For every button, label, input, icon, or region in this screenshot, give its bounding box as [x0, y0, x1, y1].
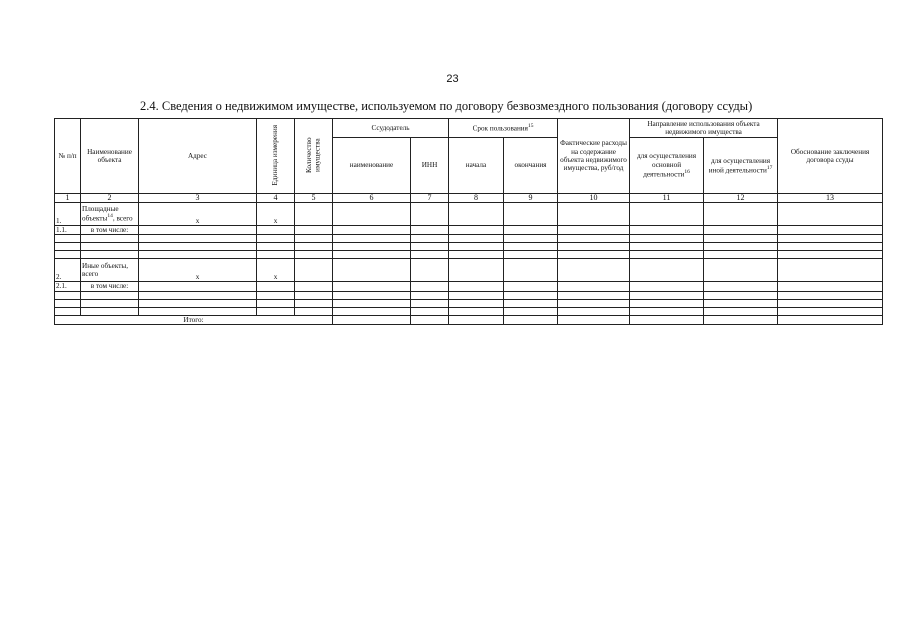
header-term-note: 15: [527, 123, 534, 130]
empty-cell: [558, 315, 630, 324]
empty-cell: [630, 259, 704, 282]
row-unit: х: [257, 259, 295, 282]
empty-cell: [558, 291, 630, 299]
empty-cell: [704, 235, 778, 243]
empty-cell: [55, 307, 81, 315]
empty-cell: [333, 226, 411, 235]
header-unit-label: Единица измерения: [271, 124, 280, 186]
empty-cell: [558, 235, 630, 243]
empty-cell: [558, 259, 630, 282]
empty-cell: [778, 235, 883, 243]
empty-cell: [257, 291, 295, 299]
table-row: [55, 226, 883, 235]
empty-cell: [778, 307, 883, 315]
empty-cell: [81, 307, 139, 315]
empty-cell: [504, 291, 558, 299]
empty-cell: [411, 282, 449, 291]
table-row: [55, 282, 883, 291]
empty-cell: [449, 259, 504, 282]
empty-cell: [778, 299, 883, 307]
column-number: 10: [558, 194, 630, 203]
empty-cell: [139, 235, 257, 243]
header-address: Адрес: [139, 119, 257, 194]
empty-cell: [257, 299, 295, 307]
empty-cell: [449, 291, 504, 299]
empty-cell: [504, 299, 558, 307]
empty-cell: [778, 259, 883, 282]
empty-cell: [139, 251, 257, 259]
column-number: 5: [295, 194, 333, 203]
empty-cell: [139, 243, 257, 251]
table-row: [55, 235, 883, 243]
empty-cell: [295, 243, 333, 251]
empty-cell: [504, 307, 558, 315]
empty-cell: [504, 203, 558, 226]
header-term-group: [449, 119, 558, 138]
empty-cell: [778, 203, 883, 226]
section-title: 2.4. Сведения о недвижимом имуществе, используемом по договору безвозмездного пользования (договору ссуды): [140, 99, 753, 113]
empty-cell: [630, 235, 704, 243]
empty-cell: [558, 307, 630, 315]
row-name: в том числе:: [81, 226, 139, 235]
header-name: Наименование объекта: [81, 119, 139, 194]
column-number: 8: [449, 194, 504, 203]
empty-cell: [295, 259, 333, 282]
empty-cell: [704, 291, 778, 299]
empty-cell: [411, 307, 449, 315]
empty-cell: [81, 299, 139, 307]
empty-cell: [704, 299, 778, 307]
empty-cell: [449, 203, 504, 226]
page-number: 23: [446, 73, 459, 85]
row-name: Иные объекты, всего: [81, 259, 139, 282]
empty-cell: [504, 282, 558, 291]
header-lender-group: Ссудодатель: [333, 119, 449, 138]
row-name-suffix: , всего: [112, 214, 133, 223]
empty-cell: [558, 243, 630, 251]
row-name-note: 14: [107, 213, 113, 220]
empty-cell: [55, 299, 81, 307]
column-number: 13: [778, 194, 883, 203]
header-dir-other: [704, 138, 778, 194]
empty-cell: [257, 251, 295, 259]
empty-cell: [778, 226, 883, 235]
empty-cell: [449, 307, 504, 315]
header-unit: [257, 119, 295, 194]
empty-cell: [257, 226, 295, 235]
empty-cell: [411, 251, 449, 259]
empty-cell: [295, 299, 333, 307]
table-row: [55, 291, 883, 299]
empty-cell: [630, 282, 704, 291]
column-number: 11: [630, 194, 704, 203]
empty-cell: [139, 282, 257, 291]
header-direction-group: Направление использования объекта недвижимого имущества: [630, 119, 778, 138]
header-qty: [295, 119, 333, 194]
column-number: 4: [257, 194, 295, 203]
empty-cell: [411, 203, 449, 226]
empty-cell: [704, 282, 778, 291]
empty-cell: [504, 315, 558, 324]
empty-cell: [333, 307, 411, 315]
empty-cell: [411, 291, 449, 299]
header-dir-main-label: для осуществления основной деятельности: [636, 152, 697, 179]
empty-cell: [778, 291, 883, 299]
column-number: 7: [411, 194, 449, 203]
header-term-label: Срок пользования: [472, 124, 528, 133]
header-expenses: Фактические расходы на содержание объекта недвижимого имущества, руб/год: [558, 119, 630, 194]
empty-cell: [295, 282, 333, 291]
row-name: [81, 203, 139, 226]
empty-cell: [333, 299, 411, 307]
empty-cell: [411, 315, 449, 324]
empty-cell: [411, 259, 449, 282]
empty-cell: [630, 307, 704, 315]
empty-cell: [257, 235, 295, 243]
empty-cell: [630, 251, 704, 259]
empty-cell: [139, 226, 257, 235]
empty-cell: [295, 203, 333, 226]
empty-cell: [778, 282, 883, 291]
header-term-start: начала: [449, 138, 504, 194]
empty-cell: [295, 235, 333, 243]
empty-cell: [558, 299, 630, 307]
empty-cell: [139, 307, 257, 315]
column-number: 3: [139, 194, 257, 203]
property-table: [54, 118, 883, 325]
empty-cell: [704, 315, 778, 324]
empty-cell: [778, 315, 883, 324]
empty-cell: [449, 315, 504, 324]
empty-cell: [704, 203, 778, 226]
header-reason: Обоснование заключения договора ссуды: [778, 119, 883, 194]
row-address: х: [139, 259, 257, 282]
empty-cell: [704, 307, 778, 315]
empty-cell: [81, 251, 139, 259]
empty-cell: [55, 243, 81, 251]
header-term-end: окончания: [504, 138, 558, 194]
column-number: 6: [333, 194, 411, 203]
column-number: 2: [81, 194, 139, 203]
empty-cell: [257, 282, 295, 291]
empty-cell: [257, 307, 295, 315]
table-row: [55, 203, 883, 226]
empty-cell: [81, 235, 139, 243]
empty-cell: [630, 315, 704, 324]
column-number: 9: [504, 194, 558, 203]
empty-cell: [449, 235, 504, 243]
header-dir-other-label: для осуществления иной деятельности: [708, 156, 771, 175]
empty-cell: [630, 299, 704, 307]
row-name: в том числе:: [81, 282, 139, 291]
empty-cell: [558, 251, 630, 259]
empty-cell: [333, 259, 411, 282]
empty-cell: [139, 291, 257, 299]
empty-cell: [139, 299, 257, 307]
row-number: 2.: [55, 259, 81, 282]
table-row: [55, 259, 883, 282]
empty-cell: [333, 291, 411, 299]
header-dir-main: [630, 138, 704, 194]
empty-cell: [558, 282, 630, 291]
empty-cell: [257, 243, 295, 251]
empty-cell: [778, 251, 883, 259]
header-qty-label: Количество имущества: [305, 137, 322, 173]
empty-cell: [81, 243, 139, 251]
row-number: 1.: [55, 203, 81, 226]
empty-cell: [704, 259, 778, 282]
empty-cell: [778, 243, 883, 251]
empty-cell: [504, 243, 558, 251]
empty-cell: [504, 251, 558, 259]
column-number: 1: [55, 194, 81, 203]
empty-cell: [449, 226, 504, 235]
empty-cell: [81, 291, 139, 299]
empty-cell: [704, 251, 778, 259]
table-row: [55, 307, 883, 315]
empty-cell: [411, 243, 449, 251]
row-unit: х: [257, 203, 295, 226]
header-lender-name: наименование: [333, 138, 411, 194]
empty-cell: [504, 235, 558, 243]
empty-cell: [55, 235, 81, 243]
empty-cell: [55, 251, 81, 259]
header-num: № п/п: [55, 119, 81, 194]
empty-cell: [449, 251, 504, 259]
empty-cell: [333, 251, 411, 259]
empty-cell: [411, 226, 449, 235]
row-name-text: Площадные объекты: [82, 205, 119, 223]
table-row: [55, 251, 883, 259]
empty-cell: [704, 243, 778, 251]
empty-cell: [504, 259, 558, 282]
empty-cell: [295, 307, 333, 315]
empty-cell: [558, 203, 630, 226]
header-lender-inn: ИНН: [411, 138, 449, 194]
column-number: 12: [704, 194, 778, 203]
header-dir-main-note: 16: [684, 168, 690, 175]
empty-cell: [295, 291, 333, 299]
empty-cell: [333, 315, 411, 324]
empty-cell: [630, 203, 704, 226]
empty-cell: [333, 282, 411, 291]
empty-cell: [411, 235, 449, 243]
empty-cell: [449, 299, 504, 307]
empty-cell: [630, 291, 704, 299]
header-dir-other-note: 17: [766, 164, 773, 171]
empty-cell: [630, 226, 704, 235]
column-numbers-row: [55, 194, 883, 203]
empty-cell: [333, 203, 411, 226]
table-row: [55, 243, 883, 251]
empty-cell: [449, 282, 504, 291]
empty-cell: [411, 299, 449, 307]
empty-cell: [630, 243, 704, 251]
empty-cell: [295, 251, 333, 259]
total-row: [55, 315, 883, 324]
total-label: Итого:: [55, 315, 333, 324]
empty-cell: [333, 243, 411, 251]
empty-cell: [55, 291, 81, 299]
empty-cell: [333, 235, 411, 243]
empty-cell: [504, 226, 558, 235]
row-address: х: [139, 203, 257, 226]
row-number: 1.1.: [55, 226, 81, 235]
table-row: [55, 299, 883, 307]
empty-cell: [449, 243, 504, 251]
empty-cell: [704, 226, 778, 235]
empty-cell: [558, 226, 630, 235]
empty-cell: [295, 226, 333, 235]
row-number: 2.1.: [55, 282, 81, 291]
